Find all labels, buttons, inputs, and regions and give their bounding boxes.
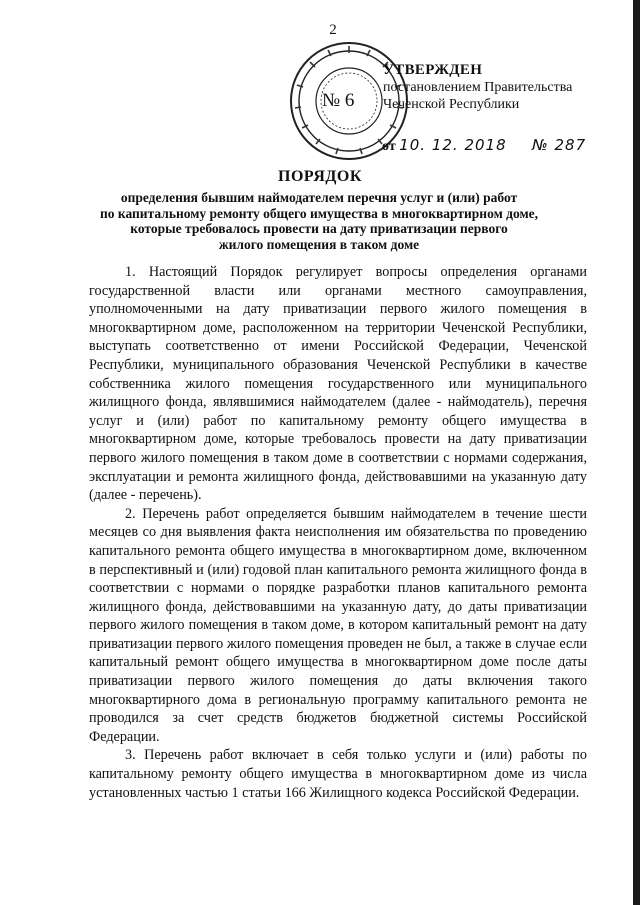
paragraph-3: 3. Перечень работ включает в себя только услуги и (или) работы по капитальному ремонту общего имущества в многоквартирном доме из числа установленных частью 1 статьи 166 Жилищного кодекса Российской Федерации. (89, 747, 587, 801)
approval-title: УТВЕРЖДЕН (383, 62, 483, 78)
approval-number: № 287 (532, 136, 587, 154)
approval-block (383, 62, 623, 113)
scan-edge (633, 0, 640, 905)
subtitle-line: жилого помещения в таком доме (218, 236, 420, 252)
document-subtitle (88, 190, 550, 252)
seal-number: № 6 (322, 90, 355, 111)
document-title: ПОРЯДОК (278, 168, 362, 185)
paragraph-1: 1. Настоящий Порядок регулирует вопросы определения органами государственной власти или органами местного самоуправления, уполномоченными на дату приватизации первого жилого помещения в многоквартирном доме, расположенном на территории Чеченской Республики, выступать соответственно от имени Российской Федерации, Чеченской Республики, муниципального образования Чеченской Республики в качестве собственника жилого помещения государственного или муниципального жилищного фонда, являвшимися наймодателем (далее - наймодатель), перечня услуг и (или) работ по капитальному ремонту общего имущества в многоквартирном доме, которые требовалось провести на дату приватизации первого жилого помещения в таком доме в соответствии с нормами содержания, эксплуатации и ремонта жилищного фонда, действовавшими на указанную дату (далее - перечень). (89, 264, 587, 504)
approval-date: 10. 12. 2018 (399, 136, 507, 154)
page-number: 2 (329, 22, 337, 38)
approval-of-label: от (382, 139, 396, 154)
subtitle-line: определения бывшим наймодателем перечня услуг и (или) работ (120, 190, 518, 205)
subtitle-line: по капитальному ремонту общего имущества в многоквартирном доме, (99, 205, 539, 221)
approval-line-1: постановлением Правительства (383, 80, 573, 95)
approval-date-line (382, 136, 592, 155)
document-body (89, 263, 587, 802)
subtitle-line: которые требовалось провести на дату приватизации первого (130, 221, 508, 236)
paragraph-2: 2. Перечень работ определяется бывшим наймодателем в течение шести месяцев со дня выявления факта неисполнения им обязательства по проведению капитального ремонта общего имущества в многоквартирном доме, включенном в перспективный и (или) годовой план капитального ремонта жилищного фонда в соответствии с нормами о порядке разработки планов капитального ремонта жилищного фонда, действовавшими на указанную дату, до даты приватизации первого жилого помещения в таком доме, в котором капитальный ремонт на дату приватизации первого жилого помещения проведен не был, а также в случае если капитальный ремонт общего имущества в многоквартирном доме после даты приватизации первого жилого помещения до даты включения такого многоквартирного дома в региональную программу капитального ремонта не проводился за счет средств бюджетов бюджетной системы Российской Федерации. (89, 505, 587, 745)
approval-line-2: Чеченской Республики (383, 97, 520, 112)
